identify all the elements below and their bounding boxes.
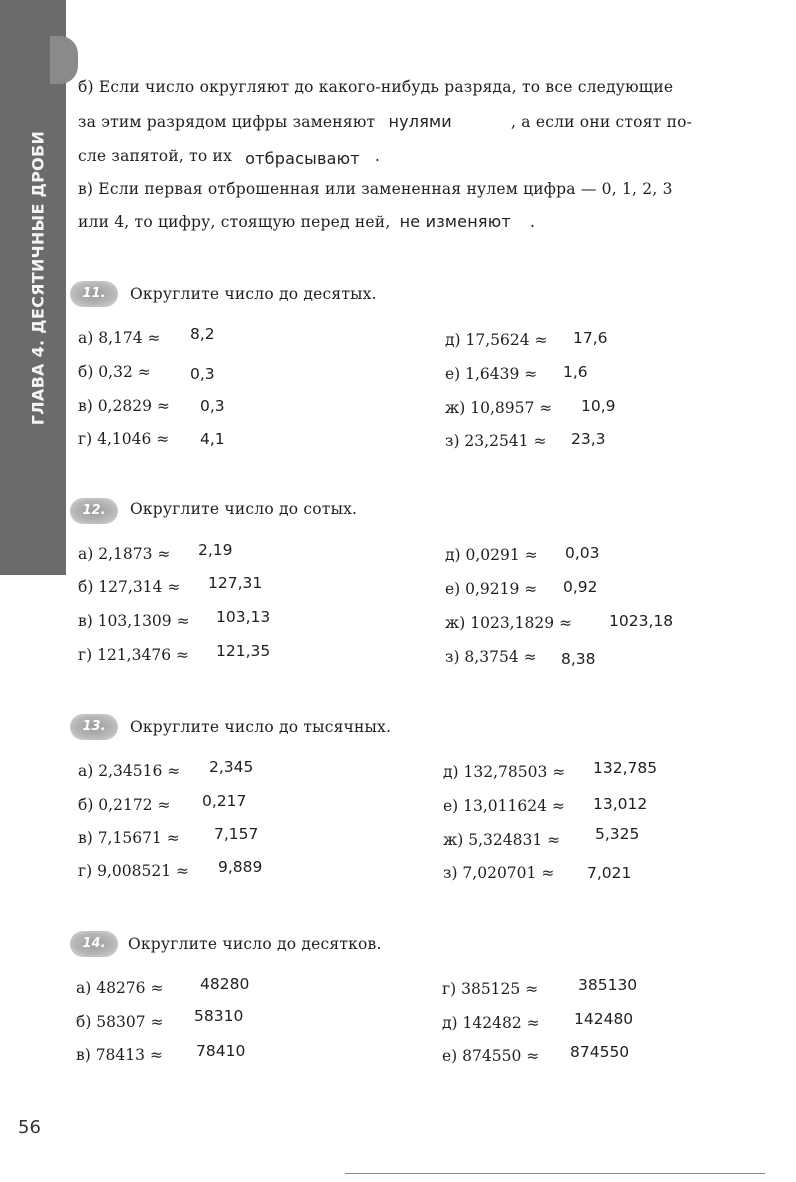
task-title: Округлите число до десятых. [130, 285, 377, 303]
exercise-item [445, 363, 588, 383]
exercise-answer: 0,3 [200, 397, 225, 415]
exercise-label: а) 2,1873 ≈ [78, 545, 171, 563]
exercise-label: е) 1,6439 ≈ [445, 365, 538, 383]
exercise-label: д) 17,5624 ≈ [445, 331, 548, 349]
exercise-item [445, 544, 600, 564]
exercise-answer: 4,1 [200, 430, 225, 448]
exercise-item [78, 758, 254, 780]
exercise-answer: 5,325 [595, 825, 640, 843]
exercise-answer: 7,021 [587, 864, 632, 882]
task-title: Округлите число до сотых. [130, 500, 358, 518]
exercise-item [78, 574, 263, 596]
exercise-answer: 103,13 [216, 608, 271, 626]
exercise-answer: 0,217 [202, 792, 247, 810]
exercise-item [78, 608, 271, 630]
exercise-answer: 127,31 [208, 574, 263, 592]
exercise-label: е) 0,9219 ≈ [445, 580, 538, 598]
exercise-answer: 48280 [200, 975, 250, 993]
rule-b-line-1: б) Если число округляют до какого-нибудь разряда, то все следующие [78, 78, 674, 96]
exercise-item [78, 825, 259, 847]
exercise-label: г) 385125 ≈ [442, 980, 539, 998]
exercise-label: а) 8,174 ≈ [78, 329, 161, 347]
exercise-item [78, 858, 263, 880]
exercise-label: ж) 10,8957 ≈ [445, 399, 553, 417]
exercise-label: б) 0,2172 ≈ [78, 796, 171, 814]
exercise-label: г) 121,3476 ≈ [78, 646, 189, 664]
exercise-answer: 1,6 [563, 363, 588, 381]
exercise-item [76, 1007, 244, 1031]
exercise-label: з) 23,2541 ≈ [445, 432, 547, 450]
exercise-label: а) 2,34516 ≈ [78, 762, 181, 780]
bottom-divider [345, 1173, 765, 1174]
exercise-item [78, 363, 215, 383]
exercise-label: в) 103,1309 ≈ [78, 612, 190, 630]
sidebar-tab-decoration [50, 36, 78, 84]
exercise-item [443, 795, 648, 815]
exercise-item [78, 541, 233, 563]
rule-b-line-2-text: за этим разрядом цифры заменяют [78, 113, 376, 131]
exercise-answer: 2,19 [198, 541, 233, 559]
exercise-answer: 0,92 [563, 578, 598, 596]
exercise-label: д) 0,0291 ≈ [445, 546, 538, 564]
rule-v-line-2-end: . [530, 213, 536, 231]
rule-b-line-2-end: , а если они стоят по- [511, 113, 693, 131]
exercise-label: е) 874550 ≈ [442, 1047, 540, 1065]
exercise-item [445, 329, 608, 349]
rule-b-answer-zeros: нулями [388, 112, 452, 131]
exercise-label: з) 8,3754 ≈ [445, 648, 537, 666]
exercise-answer: 132,785 [593, 759, 658, 777]
exercise-item [78, 325, 215, 347]
exercise-label: з) 7,020701 ≈ [443, 864, 555, 882]
rule-b-line-2 [78, 112, 693, 131]
exercise-answer: 9,889 [218, 858, 263, 876]
exercise-item [443, 825, 640, 849]
page-number: 56 [18, 1117, 41, 1138]
rule-b-line-3-end: . [374, 147, 381, 165]
exercise-item [442, 1043, 630, 1065]
exercise-answer: 17,6 [573, 329, 608, 347]
exercise-item [445, 612, 674, 632]
exercise-answer: 8,2 [190, 325, 215, 343]
exercise-item [78, 642, 271, 664]
exercise-item [445, 430, 606, 450]
chapter-title: ГЛАВА 4. ДЕСЯТИЧНЫЕ ДРОБИ [28, 130, 48, 426]
exercise-answer: 142480 [574, 1010, 634, 1028]
task-number-badge: 11. [70, 281, 118, 307]
exercise-answer: 13,012 [593, 795, 648, 813]
chapter-sidebar [0, 0, 66, 575]
task-title: Округлите число до десятков. [128, 935, 382, 953]
exercise-label: в) 0,2829 ≈ [78, 397, 170, 415]
exercise-label: а) 48276 ≈ [76, 979, 164, 997]
exercise-label: ж) 5,324831 ≈ [443, 831, 561, 849]
exercise-label: б) 0,32 ≈ [78, 363, 151, 381]
exercise-item [445, 397, 616, 417]
exercise-label: в) 7,15671 ≈ [78, 829, 180, 847]
exercise-answer: 385130 [578, 976, 638, 994]
task-number-badge: 14. [70, 931, 118, 957]
exercise-answer: 121,35 [216, 642, 271, 660]
exercise-answer: 1023,18 [609, 612, 674, 630]
exercise-item [76, 1042, 246, 1064]
exercise-answer: 10,9 [581, 397, 616, 415]
rule-b-line-3 [78, 146, 381, 168]
exercise-item [78, 430, 225, 448]
exercise-answer: 78410 [196, 1042, 246, 1060]
rule-v-line-1: в) Если первая отброшенная или замененная нулем цифра — 0, 1, 2, 3 [78, 180, 673, 198]
exercise-item [76, 975, 250, 997]
rule-b-line-3-text: сле запятой, то их [78, 147, 233, 165]
exercise-answer: 58310 [194, 1007, 244, 1025]
exercise-item [78, 397, 225, 415]
task-number-badge: 12. [70, 498, 118, 524]
exercise-item [442, 976, 638, 998]
rule-b-answer-discard: отбрасывают [245, 149, 360, 168]
exercise-label: г) 9,008521 ≈ [78, 862, 189, 880]
exercise-label: д) 132,78503 ≈ [443, 763, 566, 781]
exercise-answer: 23,3 [571, 430, 606, 448]
task-number-badge: 13. [70, 714, 118, 740]
exercise-item [445, 578, 598, 598]
exercise-answer: 2,345 [209, 758, 254, 776]
exercise-item [442, 1010, 634, 1032]
exercise-item [443, 864, 632, 882]
exercise-answer: 0,3 [190, 365, 215, 383]
exercise-item [78, 792, 247, 814]
task-title: Округлите число до тысячных. [130, 718, 392, 736]
exercise-answer: 874550 [570, 1043, 630, 1061]
exercise-answer: 7,157 [214, 825, 259, 843]
exercise-label: д) 142482 ≈ [442, 1014, 540, 1032]
exercise-item [445, 648, 596, 668]
exercise-label: е) 13,011624 ≈ [443, 797, 565, 815]
rule-v-line-2-text: или 4, то цифру, стоящую перед ней, [78, 213, 391, 231]
exercise-label: г) 4,1046 ≈ [78, 430, 170, 448]
exercise-label: б) 58307 ≈ [76, 1013, 164, 1031]
exercise-label: б) 127,314 ≈ [78, 578, 181, 596]
exercise-label: в) 78413 ≈ [76, 1046, 163, 1064]
rule-v-line-2 [78, 212, 536, 231]
exercise-answer: 0,03 [565, 544, 600, 562]
exercise-label: ж) 1023,1829 ≈ [445, 614, 572, 632]
rule-v-answer-unchanged: не изменяют [399, 212, 511, 231]
exercise-item [443, 759, 658, 781]
exercise-answer: 8,38 [561, 650, 596, 668]
